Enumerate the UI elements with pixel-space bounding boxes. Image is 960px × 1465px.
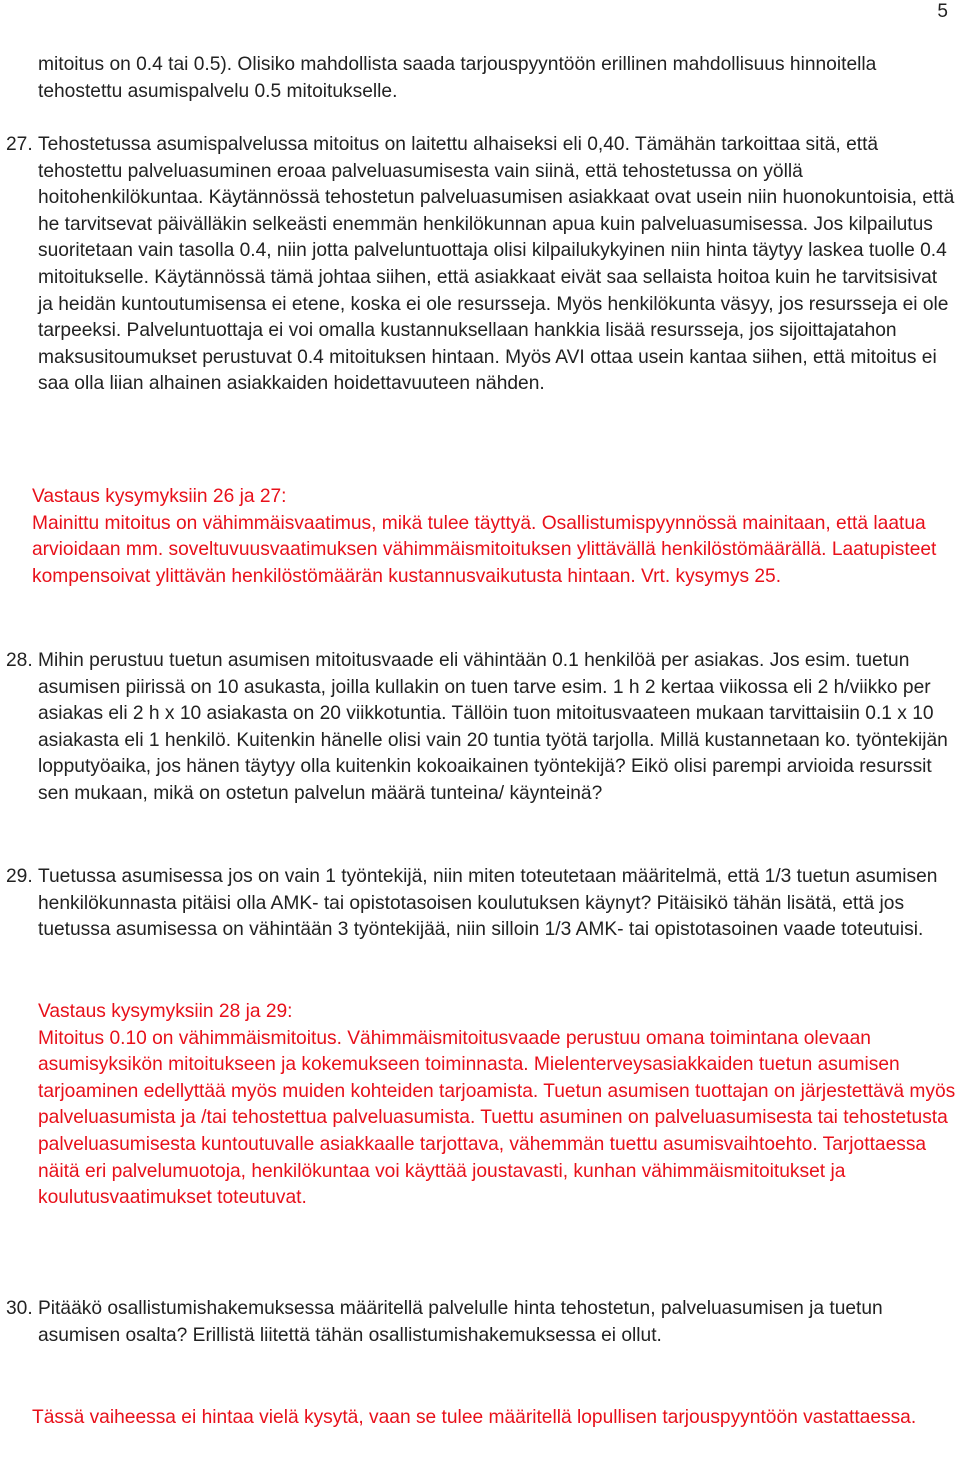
- question-28: [6, 648, 956, 808]
- question-number: 29.: [6, 866, 33, 887]
- answer-heading: Vastaus kysymyksiin 28 ja 29:: [38, 1001, 293, 1022]
- question-number: 27.: [6, 134, 33, 155]
- answer-text: Mitoitus 0.10 on vähimmäismitoitus. Vähimmäismitoitusvaade perustuu omana toimintana olevaan asumisyksikön mitoitukseen ja kokemukseen toiminnasta. Mielenterveysasiakkaiden tuetun asumisen tarjoaminen edellyttää myös muiden kohteiden tarjoamista. Tuetun asumisen tuottajan on järjestettävä myös palveluasumista ja /tai tehostettua palveluasumista. Tuettu asuminen on palveluasumisesta tai tehostetusta palveluasumisesta kuntoutuvalle asiakkaalle tarjottava, vähemmän tuettu asumisvaihtoehto. Tarjottaessa näitä eri palvelumuotoja, henkilökuntaa voi käyttää joustavasti, kunhan vähimmäismitoitukset ja koulutusvaatimukset toteutuvat.: [38, 1027, 956, 1209]
- question-30: [6, 1296, 956, 1349]
- answer-30: [32, 1405, 956, 1432]
- page-number: 5: [937, 1, 948, 22]
- question-27: [6, 132, 956, 398]
- question-text: Tehostetussa asumispalvelussa mitoitus on laitettu alhaiseksi eli 0,40. Tämähän tarkoittaa sitä, että tehostettu palveluasuminen eroaa palveluasumisesta vain siinä, että tehostetussa on yöllä hoitohenkilökuntaa. Käytännössä tehostetun palveluasumisen asiakkaat ovat usein niin huonokuntoisia, että he tarvitsevat päivälläkin selkeästi enemmän henkilökunnan apua kuin palveluasumisessa. Jos kilpailutus suoritetaan vain tasolla 0.4, niin jotta palveluntuottaja olisi kilpailukykyinen niin hinta täytyy laskea tuolle 0.4 mitoitukselle. Käytännössä tämä johtaa siihen, että asiakkaat eivät saa sellaista hoitoa kuin he tarvitsisivat ja heidän kuntoutumisensa ei etene, koska ei ole resursseja. Myös henkilökunta väsyy, jos resursseja ei ole tarpeeksi. Palveluntuottaja ei voi omalla kustannuksellaan hankkia lisää resursseja, jos sijoittajatahon maksusitoumukset perustuvat 0.4 mitoituksen hintaan. Myös AVI ottaa usein kantaa siihen, että mitoitus ei saa olla liian alhainen asiakkaiden hoidettavuuteen nähden.: [38, 134, 955, 395]
- question-text: Pitääkö osallistumishakemuksessa määritellä palvelulle hinta tehostetun, palveluasumisen ja tuetun asumisen osalta? Erillistä liitettä tähän osallistumishakemuksessa ei ollut.: [38, 1298, 883, 1346]
- question-text: Mihin perustuu tuetun asumisen mitoitusvaade eli vähintään 0.1 henkilöä per asiakas. Jos esim. tuetun asumisen piirissä on 10 asukasta, joilla kullakin on tuen tarve esim. 1 h 2 kertaa viikossa eli 2 h/viikko per asiakas eli 2 h x 10 asiakasta on 20 viikkotuntia. Tällöin tuon mitoitusvaateen mukaan tarvittaisiin 0.1 x 10 asiakasta eli 1 henkilö. Kuitenkin hänelle olisi vain 20 tuntia työtä tarjolla. Millä kustannetaan ko. työntekijän lopputyöaika, jos hänen täytyy olla kuitenkin kokoaikainen työntekijä? Eikö olisi parempi arvioida resurssit sen mukaan, mikä on ostetun palvelun määrä tunteina/ käynteinä?: [38, 650, 948, 804]
- question-29: [6, 864, 956, 944]
- answer-26-27: [32, 484, 956, 590]
- answer-28-29: [38, 999, 956, 1212]
- answer-text: Tässä vaiheessa ei hintaa vielä kysytä, vaan se tulee määritellä lopullisen tarjouspyyntöön vastattaessa.: [32, 1407, 917, 1428]
- question-number: 28.: [6, 650, 33, 671]
- answer-text: Mainittu mitoitus on vähimmäisvaatimus, mikä tulee täyttyä. Osallistumispyynnössä mainitaan, että laatua arvioidaan mm. soveltuvuusvaatimuksen vähimmäismitoituksen ylittävällä henkilöstömäärällä. Laatupisteet kompensoivat ylittävän henkilöstömäärän kustannusvaikutusta hintaan. Vrt. kysymys 25.: [32, 512, 937, 587]
- intro-paragraph: mitoitus on 0.4 tai 0.5). Olisiko mahdollista saada tarjouspyyntöön erillinen mahdollisuus hinnoitella tehostettu asumispalvelu 0.5 mitoitukselle.: [38, 54, 877, 102]
- question-text: Tuetussa asumisessa jos on vain 1 työntekijä, niin miten toteutetaan määritelmä, että 1/3 tuetun asumisen henkilökunnasta pitäisi olla AMK- tai opistotasoisen koulutuksen käynyt? Pitäisikö tähän lisätä, että jos tuetussa asumisessa on vähintään 3 työntekijää, niin silloin 1/3 AMK- tai opistotasoinen vaade toteutuisi.: [38, 866, 938, 941]
- question-number: 30.: [6, 1298, 33, 1319]
- answer-heading: Vastaus kysymyksiin 26 ja 27:: [32, 486, 287, 507]
